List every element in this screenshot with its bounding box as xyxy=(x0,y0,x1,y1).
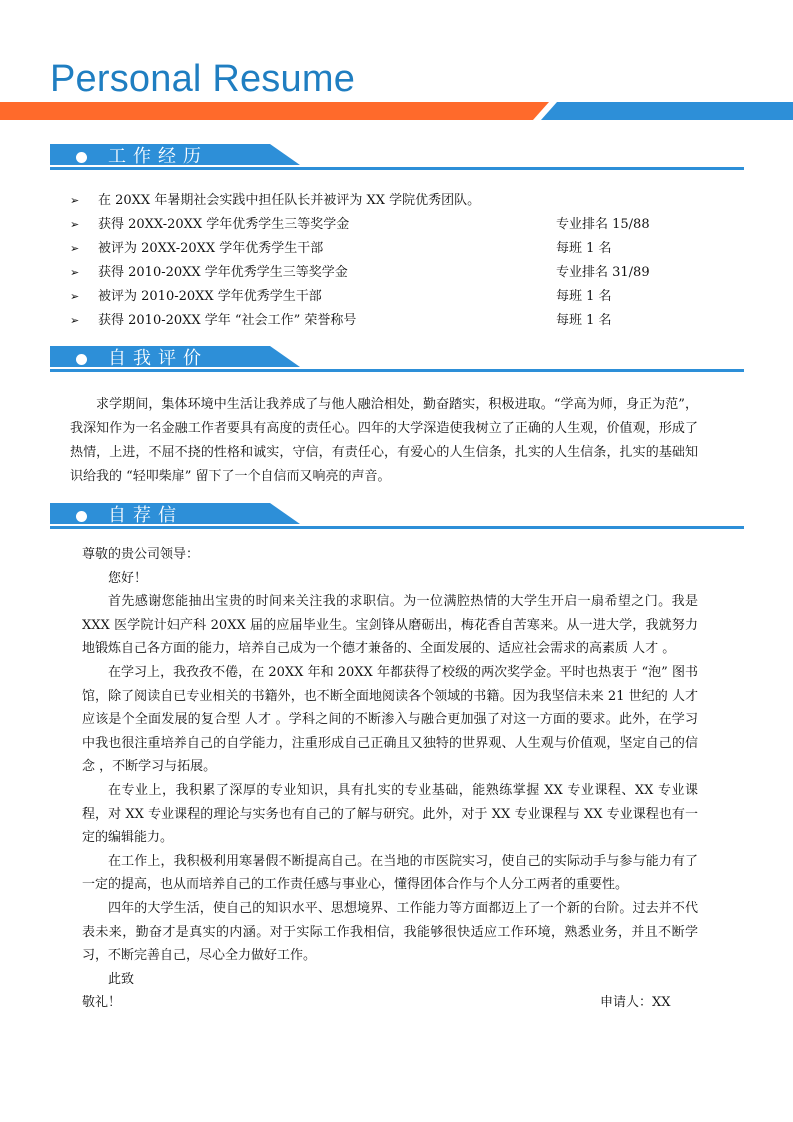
applicant-signature: 申请人：XX xyxy=(600,995,671,1011)
arrow-bullet-icon: ➢ xyxy=(70,194,80,207)
letter-paragraph: 四年的大学生活，使自己的知识水平、思想境界、工作能力等方面都迈上了一个新的台阶。过去并不代表未来，勤奋才是真实的内涵。对于实际工作我相信，我能够很快适应工作环境，熟悉业务，并且不断学习，不断完善自己，尽心全力做好工作。 xyxy=(82,900,698,964)
letter-salute: 敬礼！ xyxy=(82,995,122,1011)
list-item: ➢ 获得 20XX-20XX 学年优秀学生三等奖学金 专业排名 15/88 xyxy=(70,213,710,237)
section-header-work xyxy=(50,144,744,170)
letter-closing: 此致 xyxy=(108,971,135,987)
arrow-bullet-icon: ➢ xyxy=(70,242,80,255)
letter-salutation: 尊敬的贵公司领导： xyxy=(82,547,200,562)
letter-paragraph: 在专业上，我积累了深厚的专业知识，具有扎实的专业基础，能熟练掌握 XX 专业课程、XX 专业课程，对 XX 专业课程的理论与实务也有自己的了解与研究。此外，对于 XX 专业课程与 XX 专业课程也有一定的编辑能力。 xyxy=(82,782,698,846)
letter-paragraph: 首先感谢您能抽出宝贵的时间来关注我的求职信。为一位满腔热情的大学生开启一扇希望之门。我是 XXX 医学院计妇产科 20XX 届的应届毕业生。宝剑锋从磨砺出，梅花香自苦寒来。从一进大学，我就努力地锻炼自己各方面的能力，培养自己成为一个德才兼备的、全面发展的、适应社会需求的高素质 人才 。 xyxy=(82,594,698,657)
header-color-band xyxy=(0,102,793,120)
section-bullet-icon xyxy=(76,511,87,522)
arrow-bullet-icon: ➢ xyxy=(70,290,80,303)
arrow-bullet-icon: ➢ xyxy=(70,314,80,327)
work-experience-list xyxy=(70,189,710,333)
letter-paragraph: 在工作上，我积极利用寒暑假不断提高自己。在当地的市医院实习，使自己的实际动手与参与能力有了一定的提高，也从而培养自己的工作责任感与事业心，懂得团体合作与个人分工两者的重要性。 xyxy=(82,853,698,893)
section-header-self-eval xyxy=(50,346,744,372)
letter-greeting: 您好！ xyxy=(108,570,148,586)
page-title: Personal Resume xyxy=(50,58,356,100)
arrow-bullet-icon: ➢ xyxy=(70,266,80,279)
section-title-self-eval: 自我评价 xyxy=(108,348,208,369)
section-header-cover-letter xyxy=(50,503,744,529)
section-title-work: 工作经历 xyxy=(108,146,208,167)
orange-band xyxy=(0,102,549,120)
letter-paragraph: 在学习上，我孜孜不倦，在 20XX 年和 20XX 年都获得了校级的两次奖学金。平时也热衷于 “泡” 图书馆，除了阅读自已专业相关的书籍外，也不断全面地阅读各个领域的书籍。因为我坚信未来 21 世纪的 人才 应该是个全面发展的复合型 人才 。学科之间的不断渗入与融合更加强了对这一方面的要求。此外，在学习中我也很注重培养自己的自学能力，注重形成自己正确且又独特的世界观、人生观与价值观，坚定自己的信念 ，不断学习与拓展。 xyxy=(82,664,698,775)
cover-letter-body xyxy=(82,543,698,1015)
list-item: ➢ 被评为 2010-20XX 学年优秀学生干部 每班 1 名 xyxy=(70,285,710,309)
section-bullet-icon xyxy=(76,354,87,365)
list-item: ➢ 获得 2010-20XX 学年优秀学生三等奖学金 专业排名 31/89 xyxy=(70,261,710,285)
signature-row xyxy=(82,991,698,1015)
section-title-cover-letter: 自荐信 xyxy=(108,505,183,526)
self-evaluation-text: 求学期间，集体环境中生活让我养成了与他人融洽相处，勤奋踏实，积极进取。“学高为师，身正为范”，我深知作为一名金融工作者要具有高度的责任心。四年的大学深造使我树立了正确的人生观，价值观，形成了热情，上进，不屈不挠的性格和诚实，守信，有责任心，有爱心的人生信条，扎实的人生信条，扎实的基础知识给我的 “轻叩柴扉” 留下了一个自信而又响亮的声音。 xyxy=(70,397,698,484)
list-item: ➢ 在 20XX 年暑期社会实践中担任队长并被评为 XX 学院优秀团队。 xyxy=(70,189,710,213)
blue-band xyxy=(541,102,793,120)
list-item: ➢ 被评为 20XX-20XX 学年优秀学生干部 每班 1 名 xyxy=(70,237,710,261)
arrow-bullet-icon: ➢ xyxy=(70,218,80,231)
self-evaluation-block xyxy=(70,393,698,489)
list-item: ➢ 获得 2010-20XX 学年 “社会工作” 荣誉称号 每班 1 名 xyxy=(70,309,710,333)
section-bullet-icon xyxy=(76,152,87,163)
